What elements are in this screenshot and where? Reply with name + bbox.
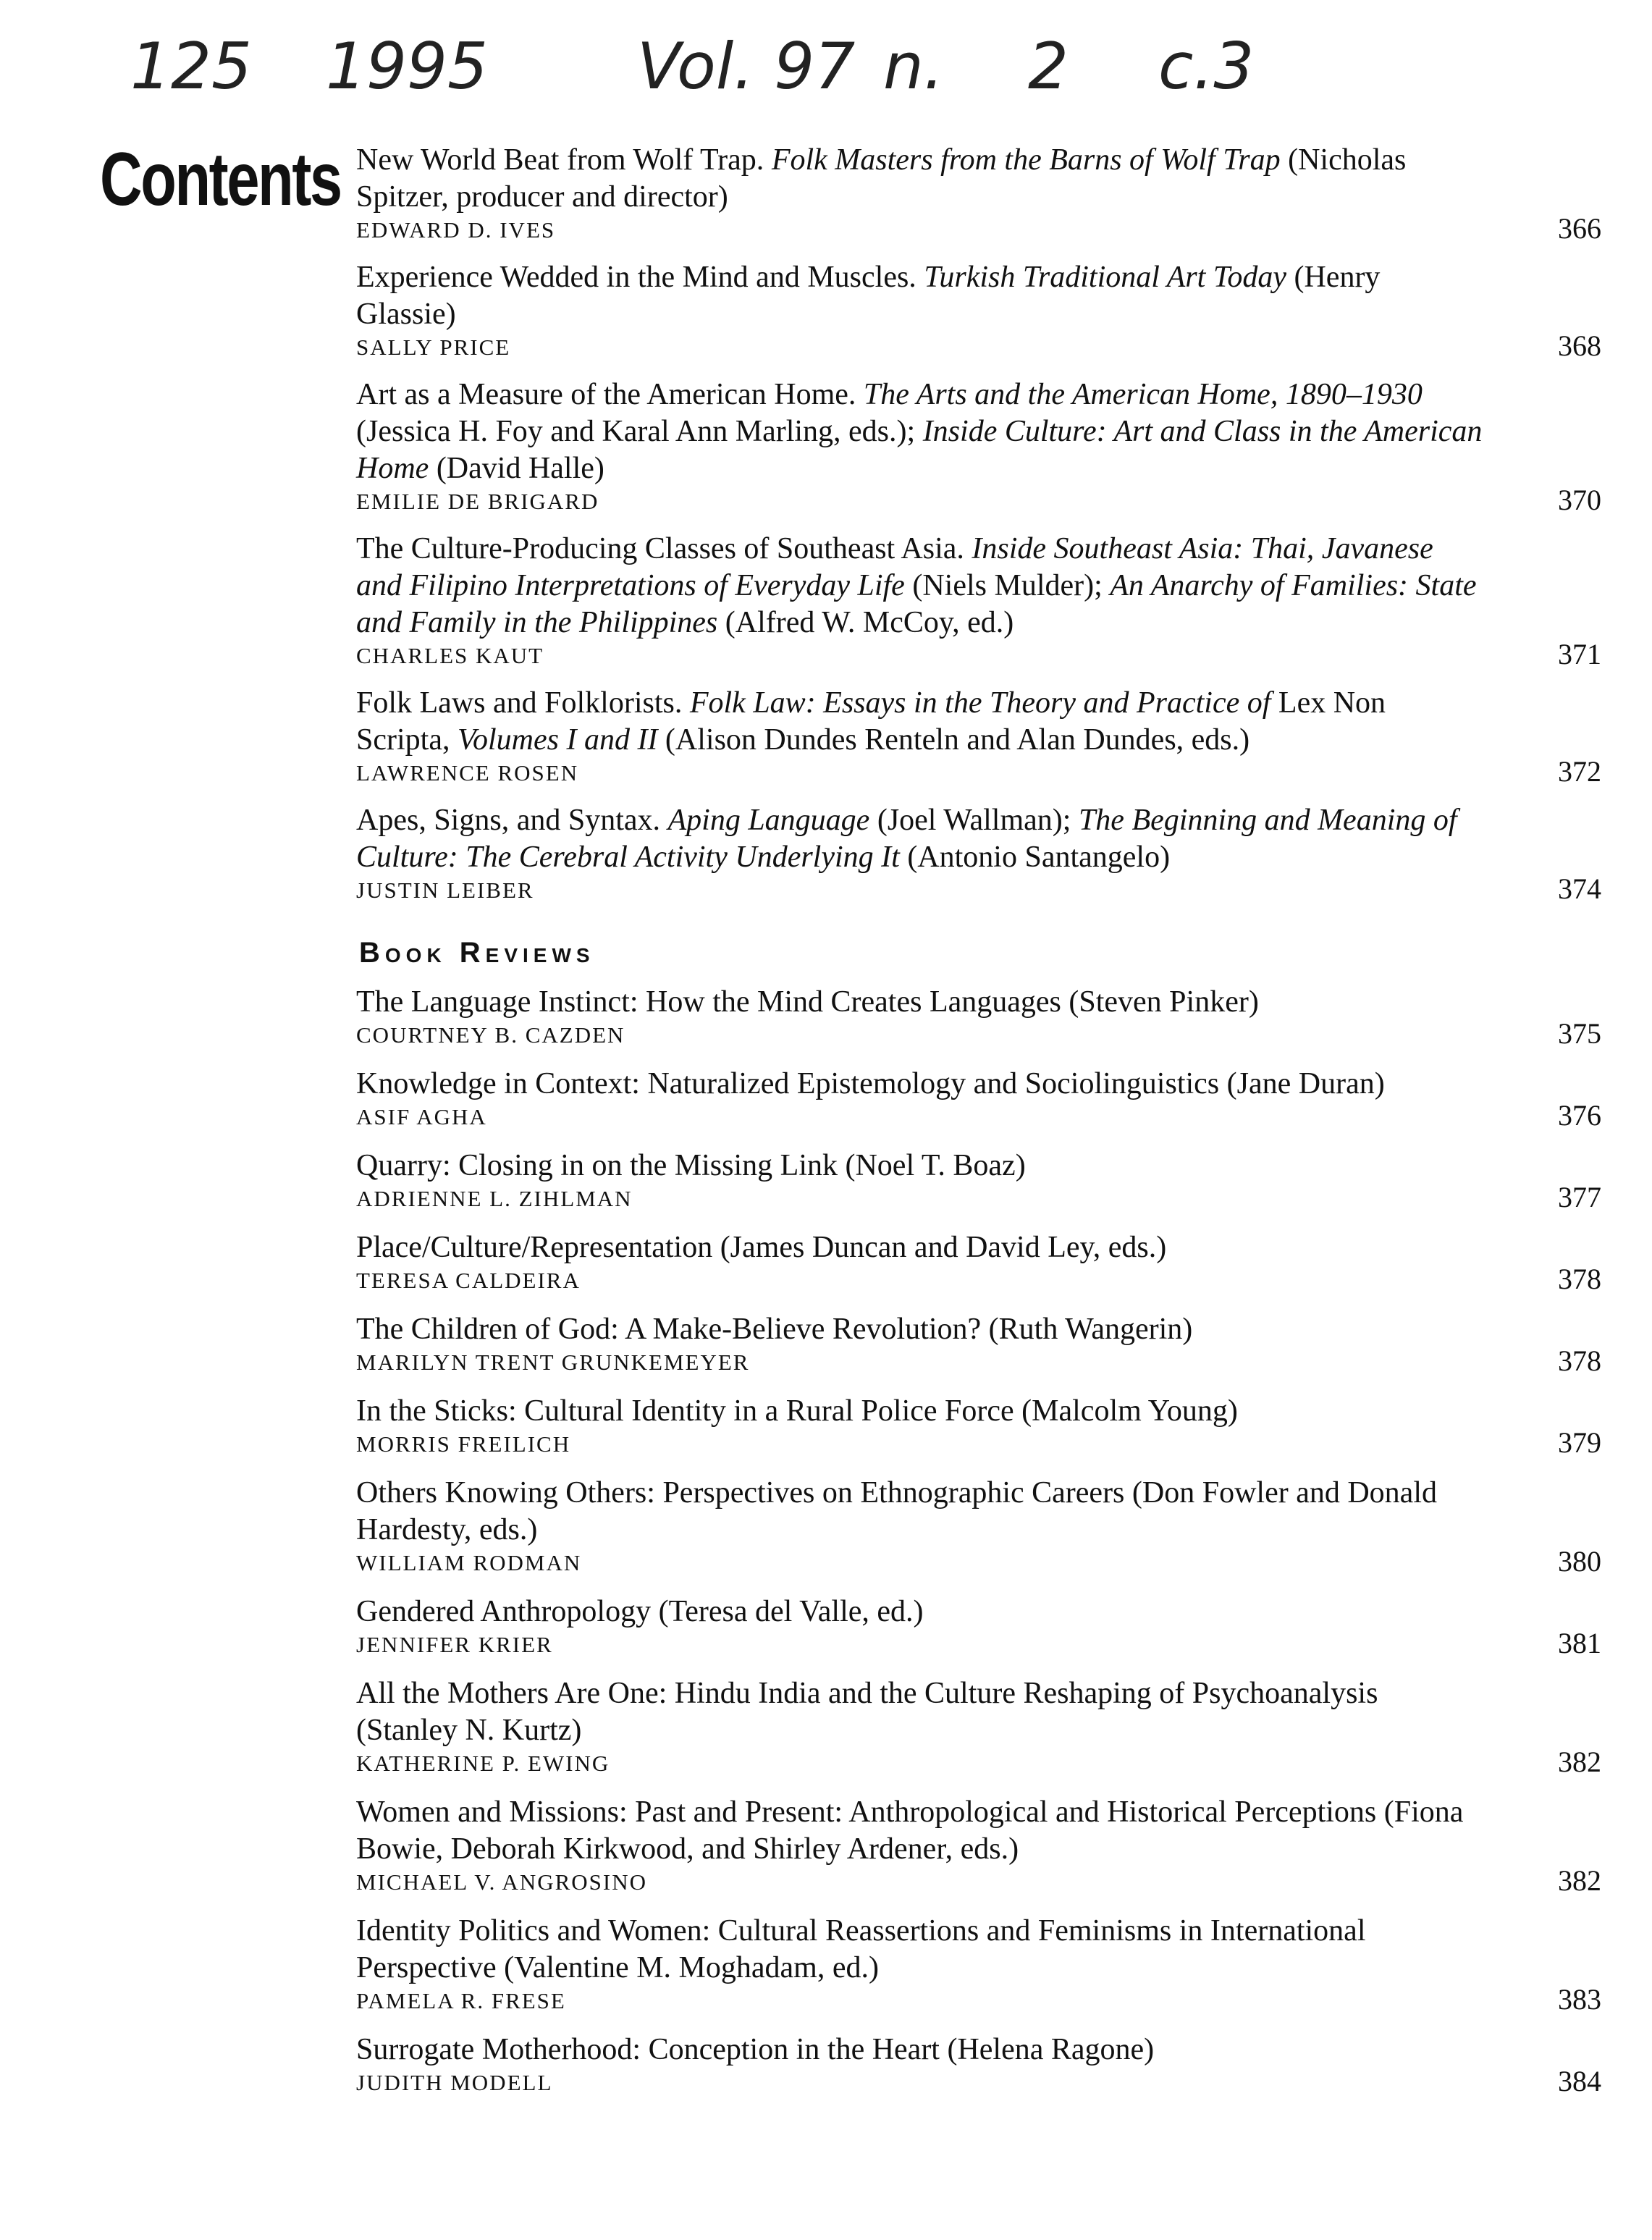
entry-title-text: Knowledge in Context: Naturalized Epistemology and Sociolinguistics (Jane Duran)	[356, 1067, 1385, 1100]
entry-title-text: Quarry: Closing in on the Missing Link (Noel T. Boaz)	[356, 1149, 1026, 1182]
entry-title	[356, 376, 1485, 487]
entry-title	[356, 142, 1485, 216]
entry-title-italic: Inside Southeast Asia: Thai, Javanese and Filipino Interpretations of Everyday Life	[356, 532, 1433, 602]
entry-author: CHARLES KAUT	[356, 643, 544, 668]
entry-title-text: In the Sticks: Cultural Identity in a Rural Police Force (Malcolm Young)	[356, 1394, 1238, 1428]
toc-entry	[356, 1913, 1601, 2016]
entry-author: COURTNEY B. CAZDEN	[356, 1022, 625, 1048]
entry-title-italic: Inside Culture: Art and Class in the American Home	[356, 415, 1483, 485]
entry-title-text: Gendered Anthropology (Teresa del Valle, ed.)	[356, 1595, 924, 1628]
toc-entry	[356, 1675, 1601, 1778]
entry-title	[356, 1148, 1485, 1184]
toc-entry	[356, 1475, 1601, 1578]
toc-entry	[356, 531, 1601, 670]
entry-title-text: Others Knowing Others: Perspectives on Ethnographic Careers (Don Fowler and Donald Hardesty, eds.)	[356, 1476, 1437, 1546]
toc-entry	[356, 2031, 1601, 2097]
toc-entry	[356, 259, 1601, 362]
entry-page-number: 382	[1558, 1746, 1601, 1778]
entry-title-text: (Jessica H. Foy and Karal Ann Marling, eds.);	[356, 415, 923, 448]
entry-author: MARILYN TRENT GRUNKEMEYER	[356, 1350, 750, 1375]
entry-author: LAWRENCE ROSEN	[356, 760, 579, 786]
entry-title	[356, 1229, 1485, 1266]
handwritten-issue: 2	[1028, 29, 1069, 104]
entry-title-text: (Nicholas Spitzer, producer and director)	[356, 143, 1407, 214]
entry-title-italic: Volumes I and II	[457, 723, 658, 757]
entry-title-italic: The Arts and the American Home, 1890–1930	[863, 378, 1423, 411]
entry-author: ADRIENNE L. ZIHLMAN	[356, 1186, 633, 1211]
entry-title	[356, 1913, 1485, 1987]
toc-entry	[356, 1229, 1601, 1295]
entry-author: JENNIFER KRIER	[356, 1632, 553, 1657]
entry-title	[356, 1393, 1485, 1430]
entry-title	[356, 1675, 1485, 1749]
entry-page-number: 372	[1558, 755, 1601, 788]
handwritten-catalog-note	[130, 29, 1361, 109]
entry-title-italic: Turkish Traditional Art Today	[924, 261, 1286, 294]
handwritten-year: 1995	[326, 29, 488, 104]
entry-page-number: 374	[1558, 872, 1601, 905]
entry-title	[356, 531, 1485, 641]
entry-author: WILLIAM RODMAN	[356, 1550, 582, 1575]
entry-title-text: All the Mothers Are One: Hindu India and the Culture Reshaping of Psychoanalysis (Stanley N. Kurtz)	[356, 1677, 1378, 1747]
entry-title-text: Folk Laws and Folklorists.	[356, 686, 690, 720]
entry-title-text: Women and Missions: Past and Present: Anthropological and Historical Perceptions (Fiona Bowie, Deborah Kirkwood, and Shirley Ardener, eds.)	[356, 1795, 1464, 1866]
entry-title	[356, 1593, 1485, 1630]
section-heading-book-reviews: Book Reviews	[359, 937, 595, 969]
entry-author: MORRIS FREILICH	[356, 1431, 571, 1457]
toc-entry	[356, 376, 1601, 516]
entry-title-text: (David Halle)	[429, 452, 604, 485]
entry-page-number: 382	[1558, 1864, 1601, 1897]
entry-title-text: (Alfred W. McCoy, ed.)	[717, 606, 1014, 639]
book-review-entries	[356, 984, 1601, 2097]
entry-page-number: 384	[1558, 2065, 1601, 2097]
entry-title-text: Art as a Measure of the American Home.	[356, 378, 864, 411]
handwritten-n: n.	[883, 29, 944, 104]
entry-title-italic: Folk Masters from the Barns of Wolf Trap	[771, 143, 1281, 177]
page-title: Contents	[100, 138, 341, 222]
entry-title-text: (Antonio Santangelo)	[899, 841, 1171, 874]
toc-entry	[356, 984, 1601, 1050]
handwritten-copy: c.3	[1158, 29, 1255, 104]
entry-title-italic: Folk Law: Essays in the Theory and Practice of	[689, 686, 1271, 720]
entry-title-text: Apes, Signs, and Syntax.	[356, 804, 668, 837]
essay-entries	[356, 142, 1601, 905]
entry-title	[356, 1794, 1485, 1868]
toc-entry	[356, 685, 1601, 788]
entry-page-number: 376	[1558, 1099, 1601, 1132]
entry-page-number: 379	[1558, 1426, 1601, 1459]
entry-title-text: (Joel Wallman);	[869, 804, 1079, 837]
entry-page-number: 380	[1558, 1545, 1601, 1578]
entry-title-text: Identity Politics and Women: Cultural Reassertions and Feminisms in International Perspective (Valentine M. Moghadam, ed.)	[356, 1914, 1366, 1984]
entry-page-number: 378	[1558, 1344, 1601, 1377]
entry-title-text: The Children of God: A Make-Believe Revolution? (Ruth Wangerin)	[356, 1313, 1193, 1346]
entry-title	[356, 984, 1485, 1021]
entry-author: JUSTIN LEIBER	[356, 877, 534, 903]
toc-entry	[356, 1593, 1601, 1659]
entry-author: PAMELA R. FRESE	[356, 1988, 566, 2013]
entry-author: SALLY PRICE	[356, 334, 511, 360]
entry-author: EMILIE DE BRIGARD	[356, 489, 599, 514]
entry-title-italic: An Anarchy of Families: State and Family in the Philippines	[356, 569, 1477, 639]
entry-page-number: 383	[1558, 1983, 1601, 2016]
entry-title-text: The Language Instinct: How the Mind Creates Languages (Steven Pinker)	[356, 985, 1259, 1019]
toc-entry	[356, 1148, 1601, 1213]
toc-entry	[356, 1393, 1601, 1459]
table-of-contents	[356, 142, 1601, 2113]
entry-author: KATHERINE P. EWING	[356, 1751, 610, 1776]
toc-entry	[356, 1794, 1601, 1897]
entry-page-number: 368	[1558, 329, 1601, 362]
entry-title	[356, 1066, 1485, 1103]
entry-page-number: 381	[1558, 1627, 1601, 1659]
toc-entry	[356, 802, 1601, 905]
entry-page-number: 366	[1558, 212, 1601, 245]
entry-title-text: Surrogate Motherhood: Conception in the Heart (Helena Ragone)	[356, 2033, 1155, 2066]
entry-title-text: (Alison Dundes Renteln and Alan Dundes, eds.)	[657, 723, 1250, 757]
toc-entry	[356, 1066, 1601, 1132]
handwritten-number: 125	[130, 29, 252, 104]
entry-title	[356, 1311, 1485, 1348]
entry-title-text: The Culture-Producing Classes of Southeast Asia.	[356, 532, 972, 565]
entry-author: TERESA CALDEIRA	[356, 1268, 581, 1293]
entry-title-text: (Niels Mulder);	[904, 569, 1111, 602]
toc-entry	[356, 142, 1601, 245]
entry-page-number: 375	[1558, 1017, 1601, 1050]
entry-title	[356, 2031, 1485, 2068]
entry-page-number: 378	[1558, 1263, 1601, 1295]
entry-page-number: 377	[1558, 1181, 1601, 1213]
toc-entry	[356, 1311, 1601, 1377]
entry-title	[356, 685, 1485, 759]
entry-title-text: Place/Culture/Representation (James Duncan and David Ley, eds.)	[356, 1231, 1167, 1264]
entry-author: MICHAEL V. ANGROSINO	[356, 1869, 647, 1895]
entry-title-text: (Henry Glassie)	[356, 261, 1381, 331]
entry-title-italic: The Beginning and Meaning of Culture: The Cerebral Activity Underlying It	[356, 804, 1457, 874]
entry-page-number: 371	[1558, 638, 1601, 670]
entry-author: EDWARD D. IVES	[356, 217, 556, 243]
entry-title-text: Experience Wedded in the Mind and Muscles.	[356, 261, 924, 294]
entry-page-number: 370	[1558, 484, 1601, 516]
entry-title-text: Lex Non Scripta,	[356, 686, 1386, 757]
entry-title	[356, 259, 1485, 333]
entry-title-italic: Aping Language	[667, 804, 870, 837]
entry-title-text: New World Beat from Wolf Trap.	[356, 143, 772, 177]
entry-title	[356, 1475, 1485, 1549]
entry-author: ASIF AGHA	[356, 1104, 487, 1129]
entry-author: JUDITH MODELL	[356, 2070, 553, 2095]
handwritten-volume: Vol. 97	[637, 29, 856, 104]
entry-title	[356, 802, 1485, 876]
